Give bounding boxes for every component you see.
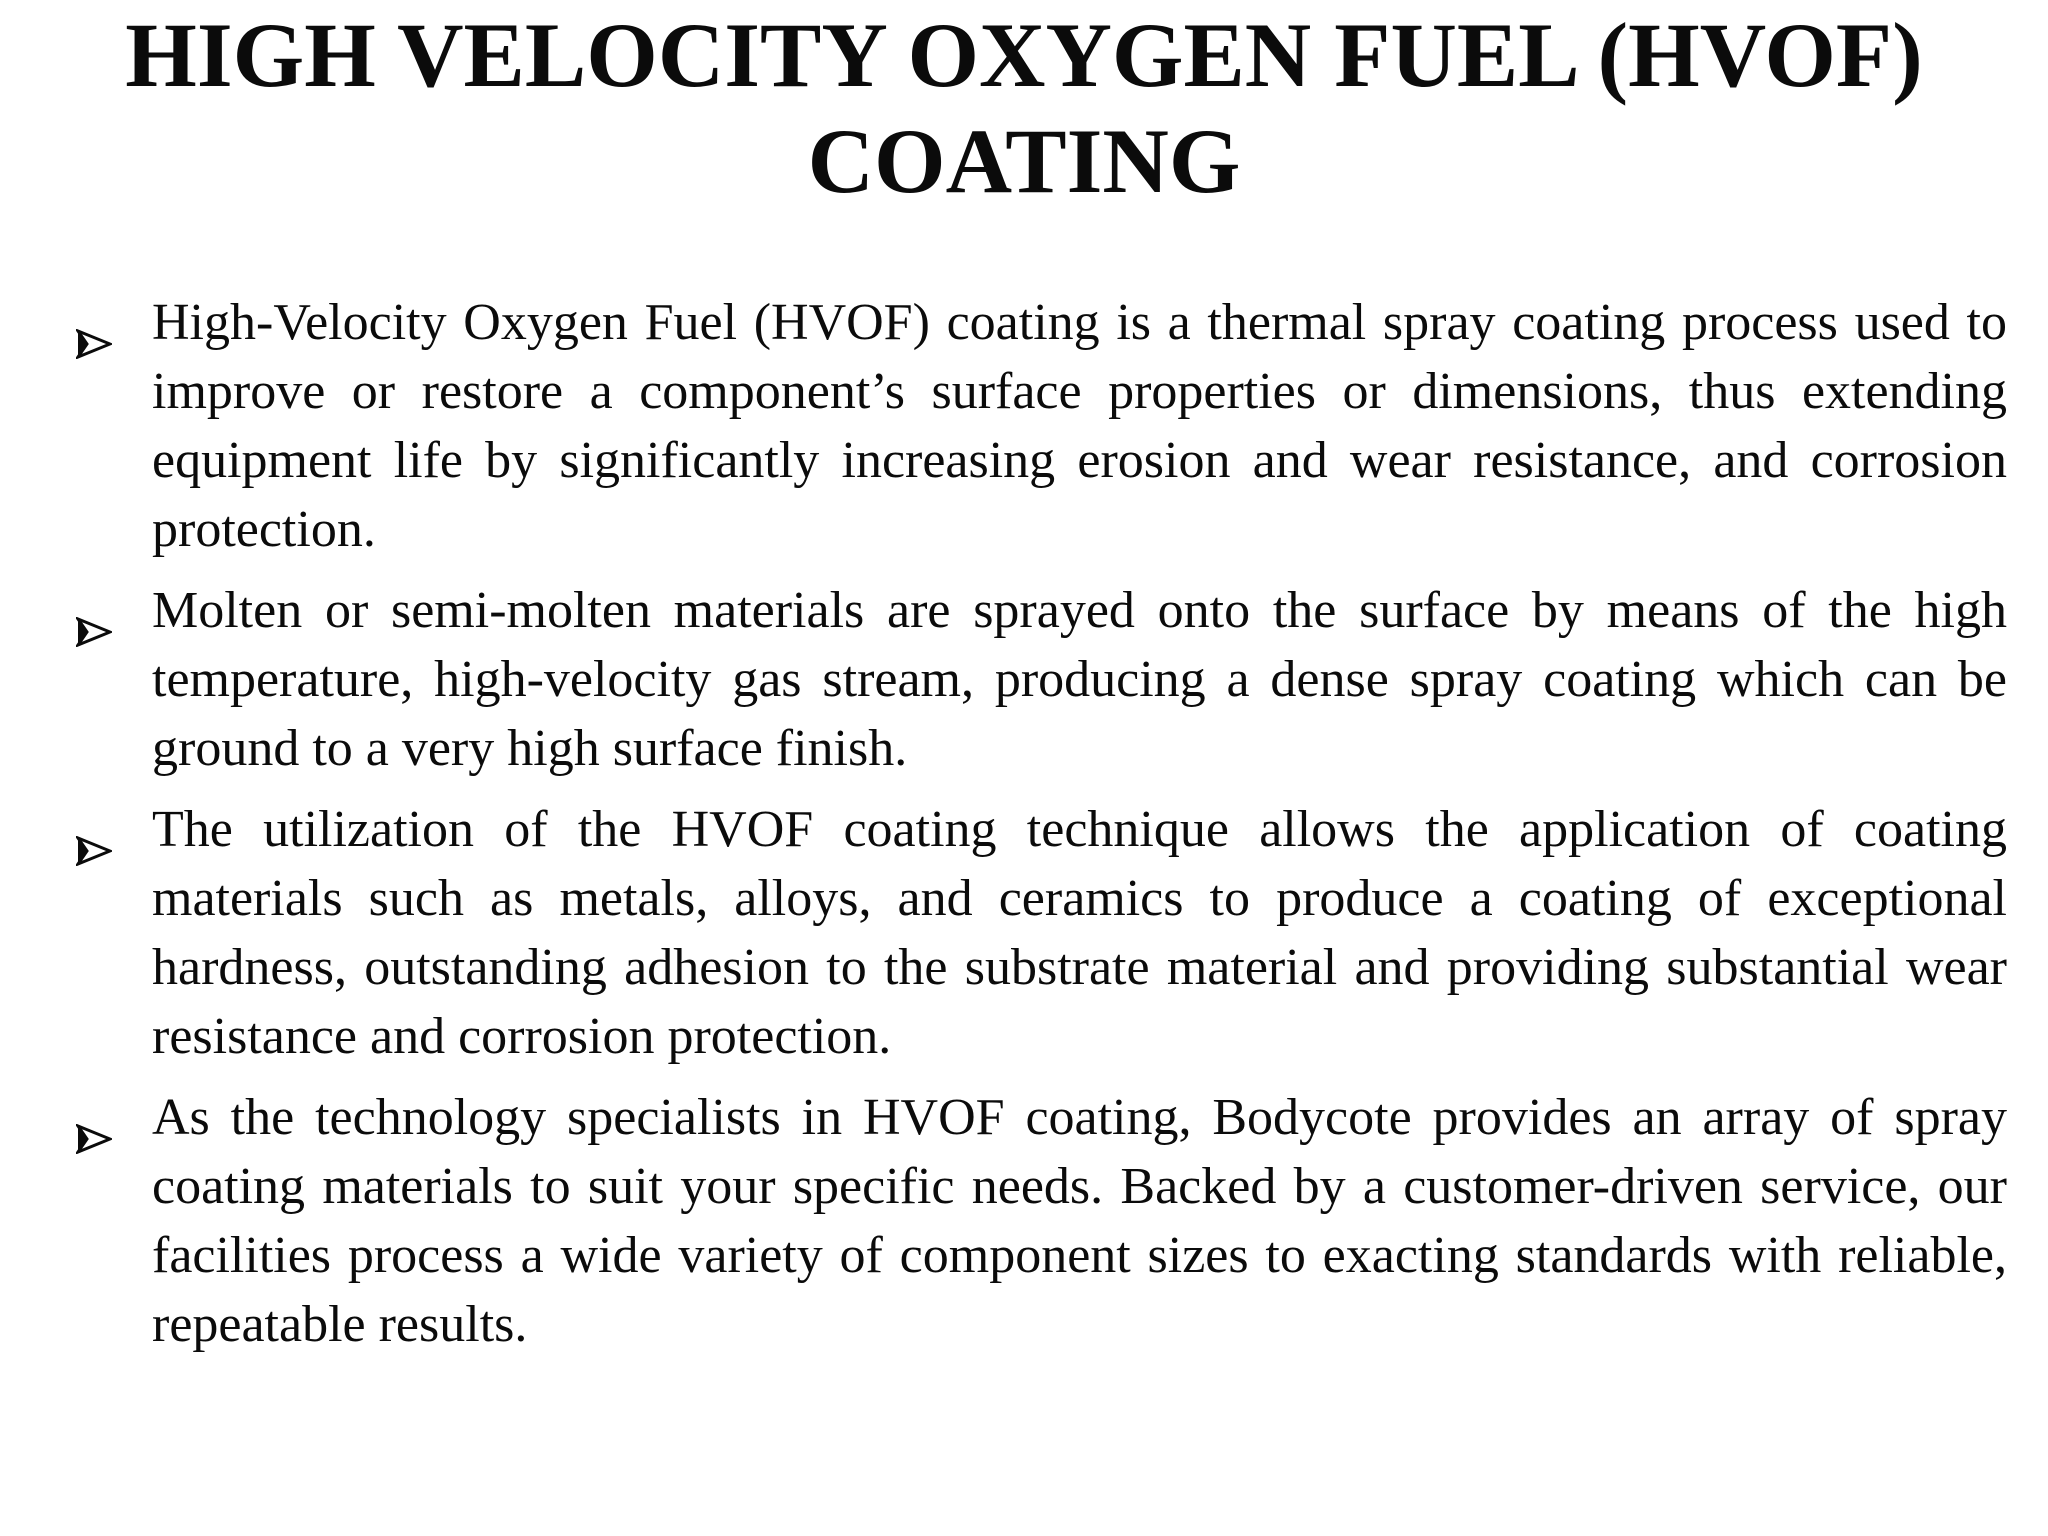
bullet-text: Molten or semi-molten materials are sprayed onto the surface by means of the high temperature, high-velocity gas stream, producing a dense spray coating which can be ground to a very high surface finish. [152, 582, 2007, 777]
bullet-text: As the technology specialists in HVOF coating, Bodycote provides an array of spray coating materials to suit your specific needs. Backed by a customer-driven service, our facilities process a wide variety of component sizes to exacting standards with reliable, repeatable results. [152, 1089, 2007, 1353]
bullet-list [72, 288, 2007, 1371]
bullet-item [72, 1083, 2007, 1359]
arrowhead-bullet-icon [76, 596, 112, 626]
bullet-item [72, 795, 2007, 1071]
slide-title: HIGH VELOCITY OXYGEN FUEL (HVOF) COATING [125, 4, 1923, 212]
bullet-text: High-Velocity Oxygen Fuel (HVOF) coating is a thermal spray coating process used to improve or restore a component’s surface properties or dimensions, thus extending equipment life by significantly increasing erosion and wear resistance, and corrosion protection. [152, 294, 2007, 558]
bullet-text: The utilization of the HVOF coating technique allows the application of coating materials such as metals, alloys, and ceramics to produce a coating of exceptional hardness, outstanding adhesion to the substrate material and providing substantial wear resistance and corrosion protection. [152, 801, 2007, 1065]
arrowhead-bullet-icon [76, 815, 112, 845]
bullet-item [72, 576, 2007, 783]
arrowhead-bullet-icon [76, 308, 112, 338]
arrowhead-bullet-icon [76, 1103, 112, 1133]
bullet-item [72, 288, 2007, 564]
